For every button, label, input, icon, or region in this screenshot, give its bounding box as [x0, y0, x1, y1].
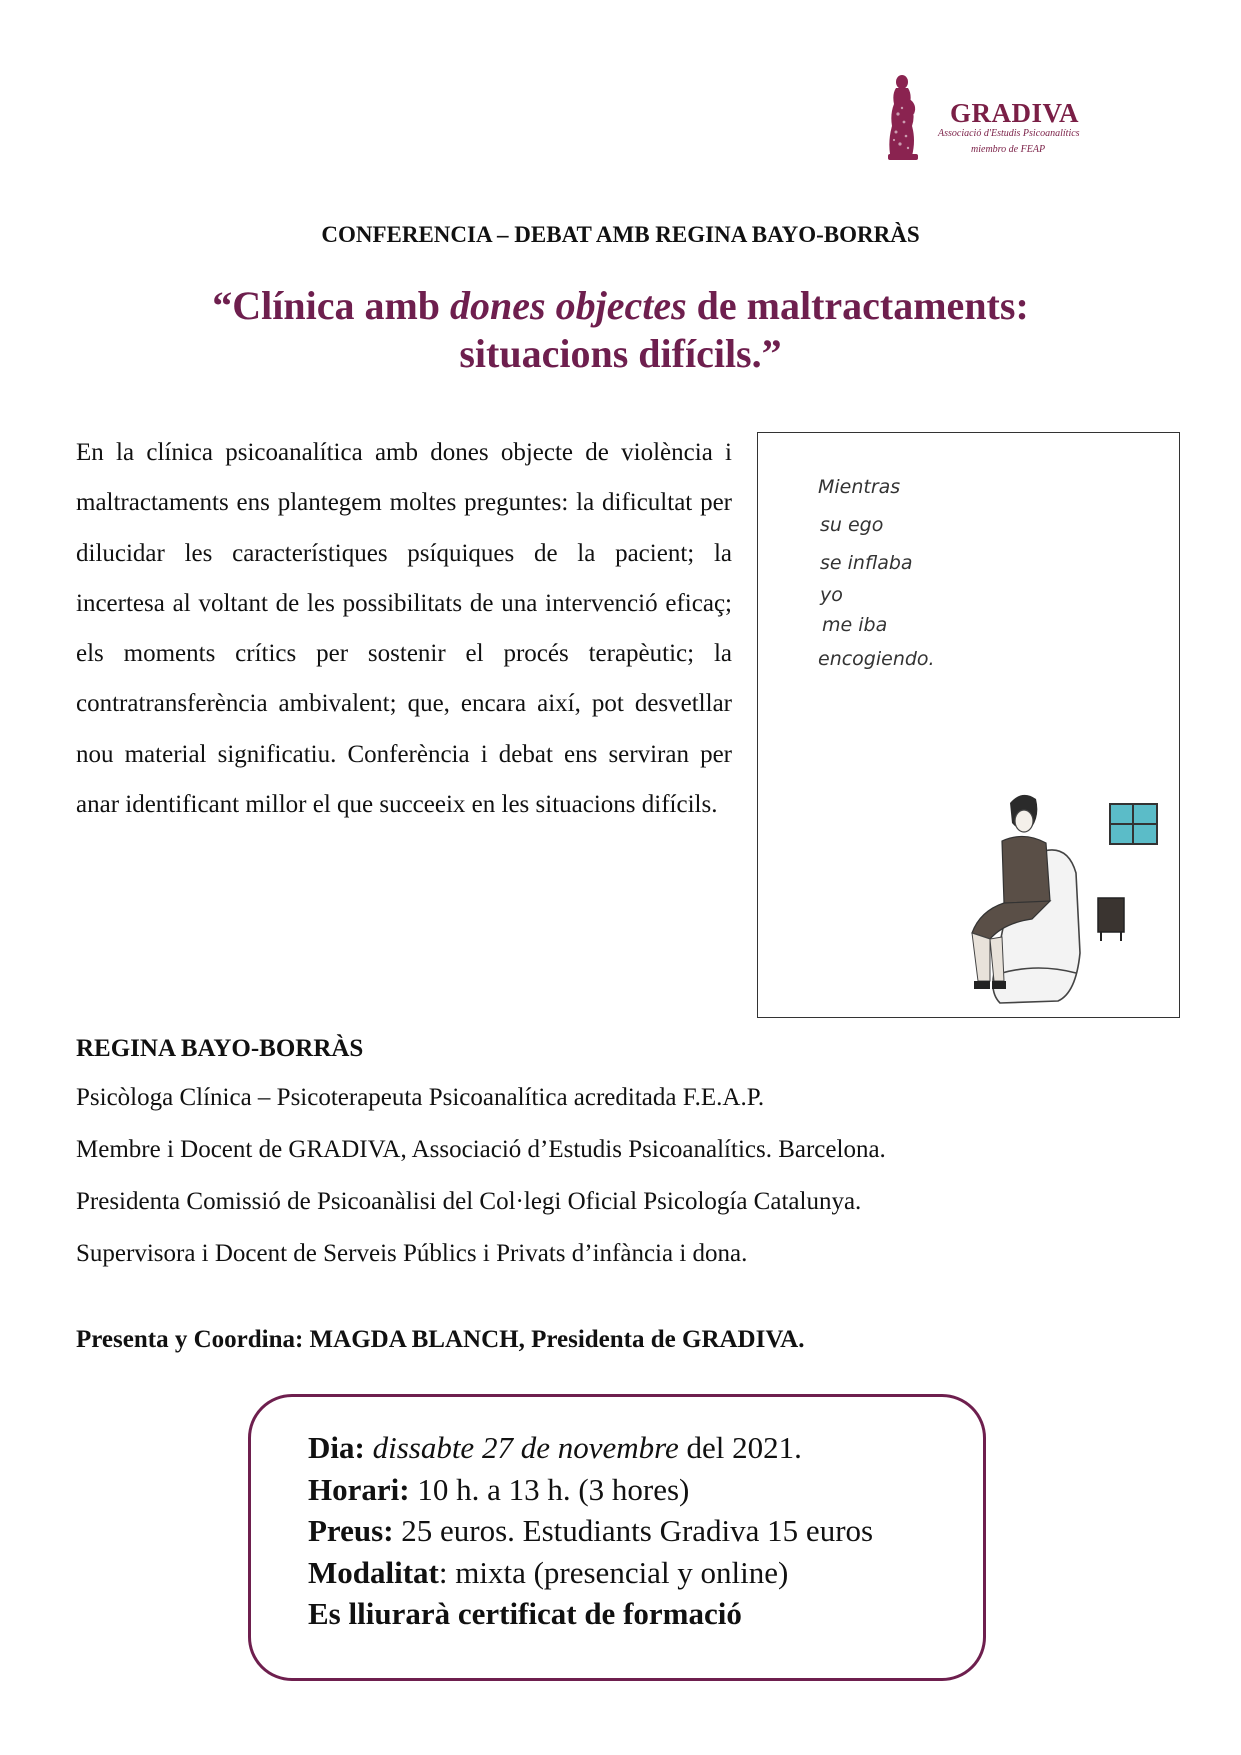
info-modality — [308, 1552, 873, 1594]
certificate-text: Es lliurarà certificat de formació — [308, 1596, 742, 1631]
price-value: 25 euros. Estudiants Gradiva 15 euros — [393, 1513, 874, 1548]
speaker-name: REGINA BAYO-BORRÀS — [76, 1035, 364, 1062]
modality-value: : mixta (presencial y online) — [438, 1554, 789, 1590]
title-part-2: de maltractaments: — [686, 283, 1029, 328]
stool-icon — [1098, 898, 1124, 941]
bio-line: Membre i Docent de GRADIVA, Associació d’Estudis Psicoanalítics. Barcelona. — [76, 1136, 886, 1163]
handwritten-line-4: yo — [820, 584, 843, 606]
bio-line: Psicòloga Clínica – Psicoterapeuta Psicoanalítica acreditada F.E.A.P. — [76, 1084, 765, 1111]
handwritten-line-1: Mientras — [818, 476, 901, 498]
conference-title — [0, 282, 1241, 378]
date-value: dissabte 27 de novembre — [372, 1430, 679, 1465]
date-year: del 2021. — [678, 1430, 802, 1465]
info-certificate — [308, 1593, 873, 1635]
info-schedule — [308, 1469, 873, 1511]
price-label: Preus: — [308, 1513, 394, 1548]
illustration-drawing — [758, 433, 1179, 1017]
title-italic: dones objectes — [450, 283, 687, 328]
logo-subtitle-2: miembro de FEAP — [971, 144, 1046, 155]
illustration — [757, 432, 1180, 1018]
window-icon — [1110, 804, 1157, 844]
title-line-2: situacions difícils.” — [459, 331, 782, 376]
handwritten-line-5: me iba — [822, 614, 888, 636]
bio-line: Presidenta Comissió de Psicoanàlisi del Col·legi Oficial Psicología Catalunya. — [76, 1188, 862, 1215]
schedule-value: 10 h. a 13 h. (3 hores) — [409, 1471, 690, 1507]
logo-subtitle: Associació d'Estudis Psicoanalítics — [938, 128, 1080, 139]
info-price — [308, 1510, 873, 1552]
handwritten-line-3: se inflaba — [820, 552, 913, 574]
date-label: Dia: — [308, 1430, 365, 1465]
presenter-line: Presenta y Coordina: MAGDA BLANCH, Presidenta de GRADIVA. — [76, 1326, 805, 1353]
speaker-bio — [76, 1026, 1176, 1280]
schedule-label: Horari: — [308, 1471, 410, 1507]
modality-label: Modalitat — [308, 1554, 439, 1590]
info-date — [308, 1427, 873, 1469]
handwritten-line-6: encogiendo. — [818, 648, 935, 670]
handwritten-line-2: su ego — [820, 514, 884, 536]
title-part-1: “Clínica amb — [212, 283, 451, 328]
event-info — [308, 1427, 873, 1635]
gradiva-figure-icon — [878, 74, 938, 166]
gradiva-logo — [878, 74, 1118, 166]
description-paragraph: En la clínica psicoanalítica amb dones objecte de violència i maltractaments ens plantegem moltes preguntes: la dificultat per dilucidar les característiques psíquiques de la pacient; la incertesa al voltant de les possibilitats de una intervenció eficaç; els moments crítics per sostenir el procés terapèutic; la contratransferència ambivalent; que, encara així, pot desvetllar nou material significatiu. Conferència i debat ens serviran per anar identificant millor el que succeeix en les situacions difícils. — [76, 439, 732, 819]
bio-line: Supervisora i Docent de Serveis Públics i Privats d’infància i dona. — [76, 1240, 748, 1267]
logo-name: GRADIVA — [950, 98, 1080, 128]
conference-heading: CONFERENCIA – DEBAT AMB REGINA BAYO-BORRÀS — [321, 222, 920, 247]
